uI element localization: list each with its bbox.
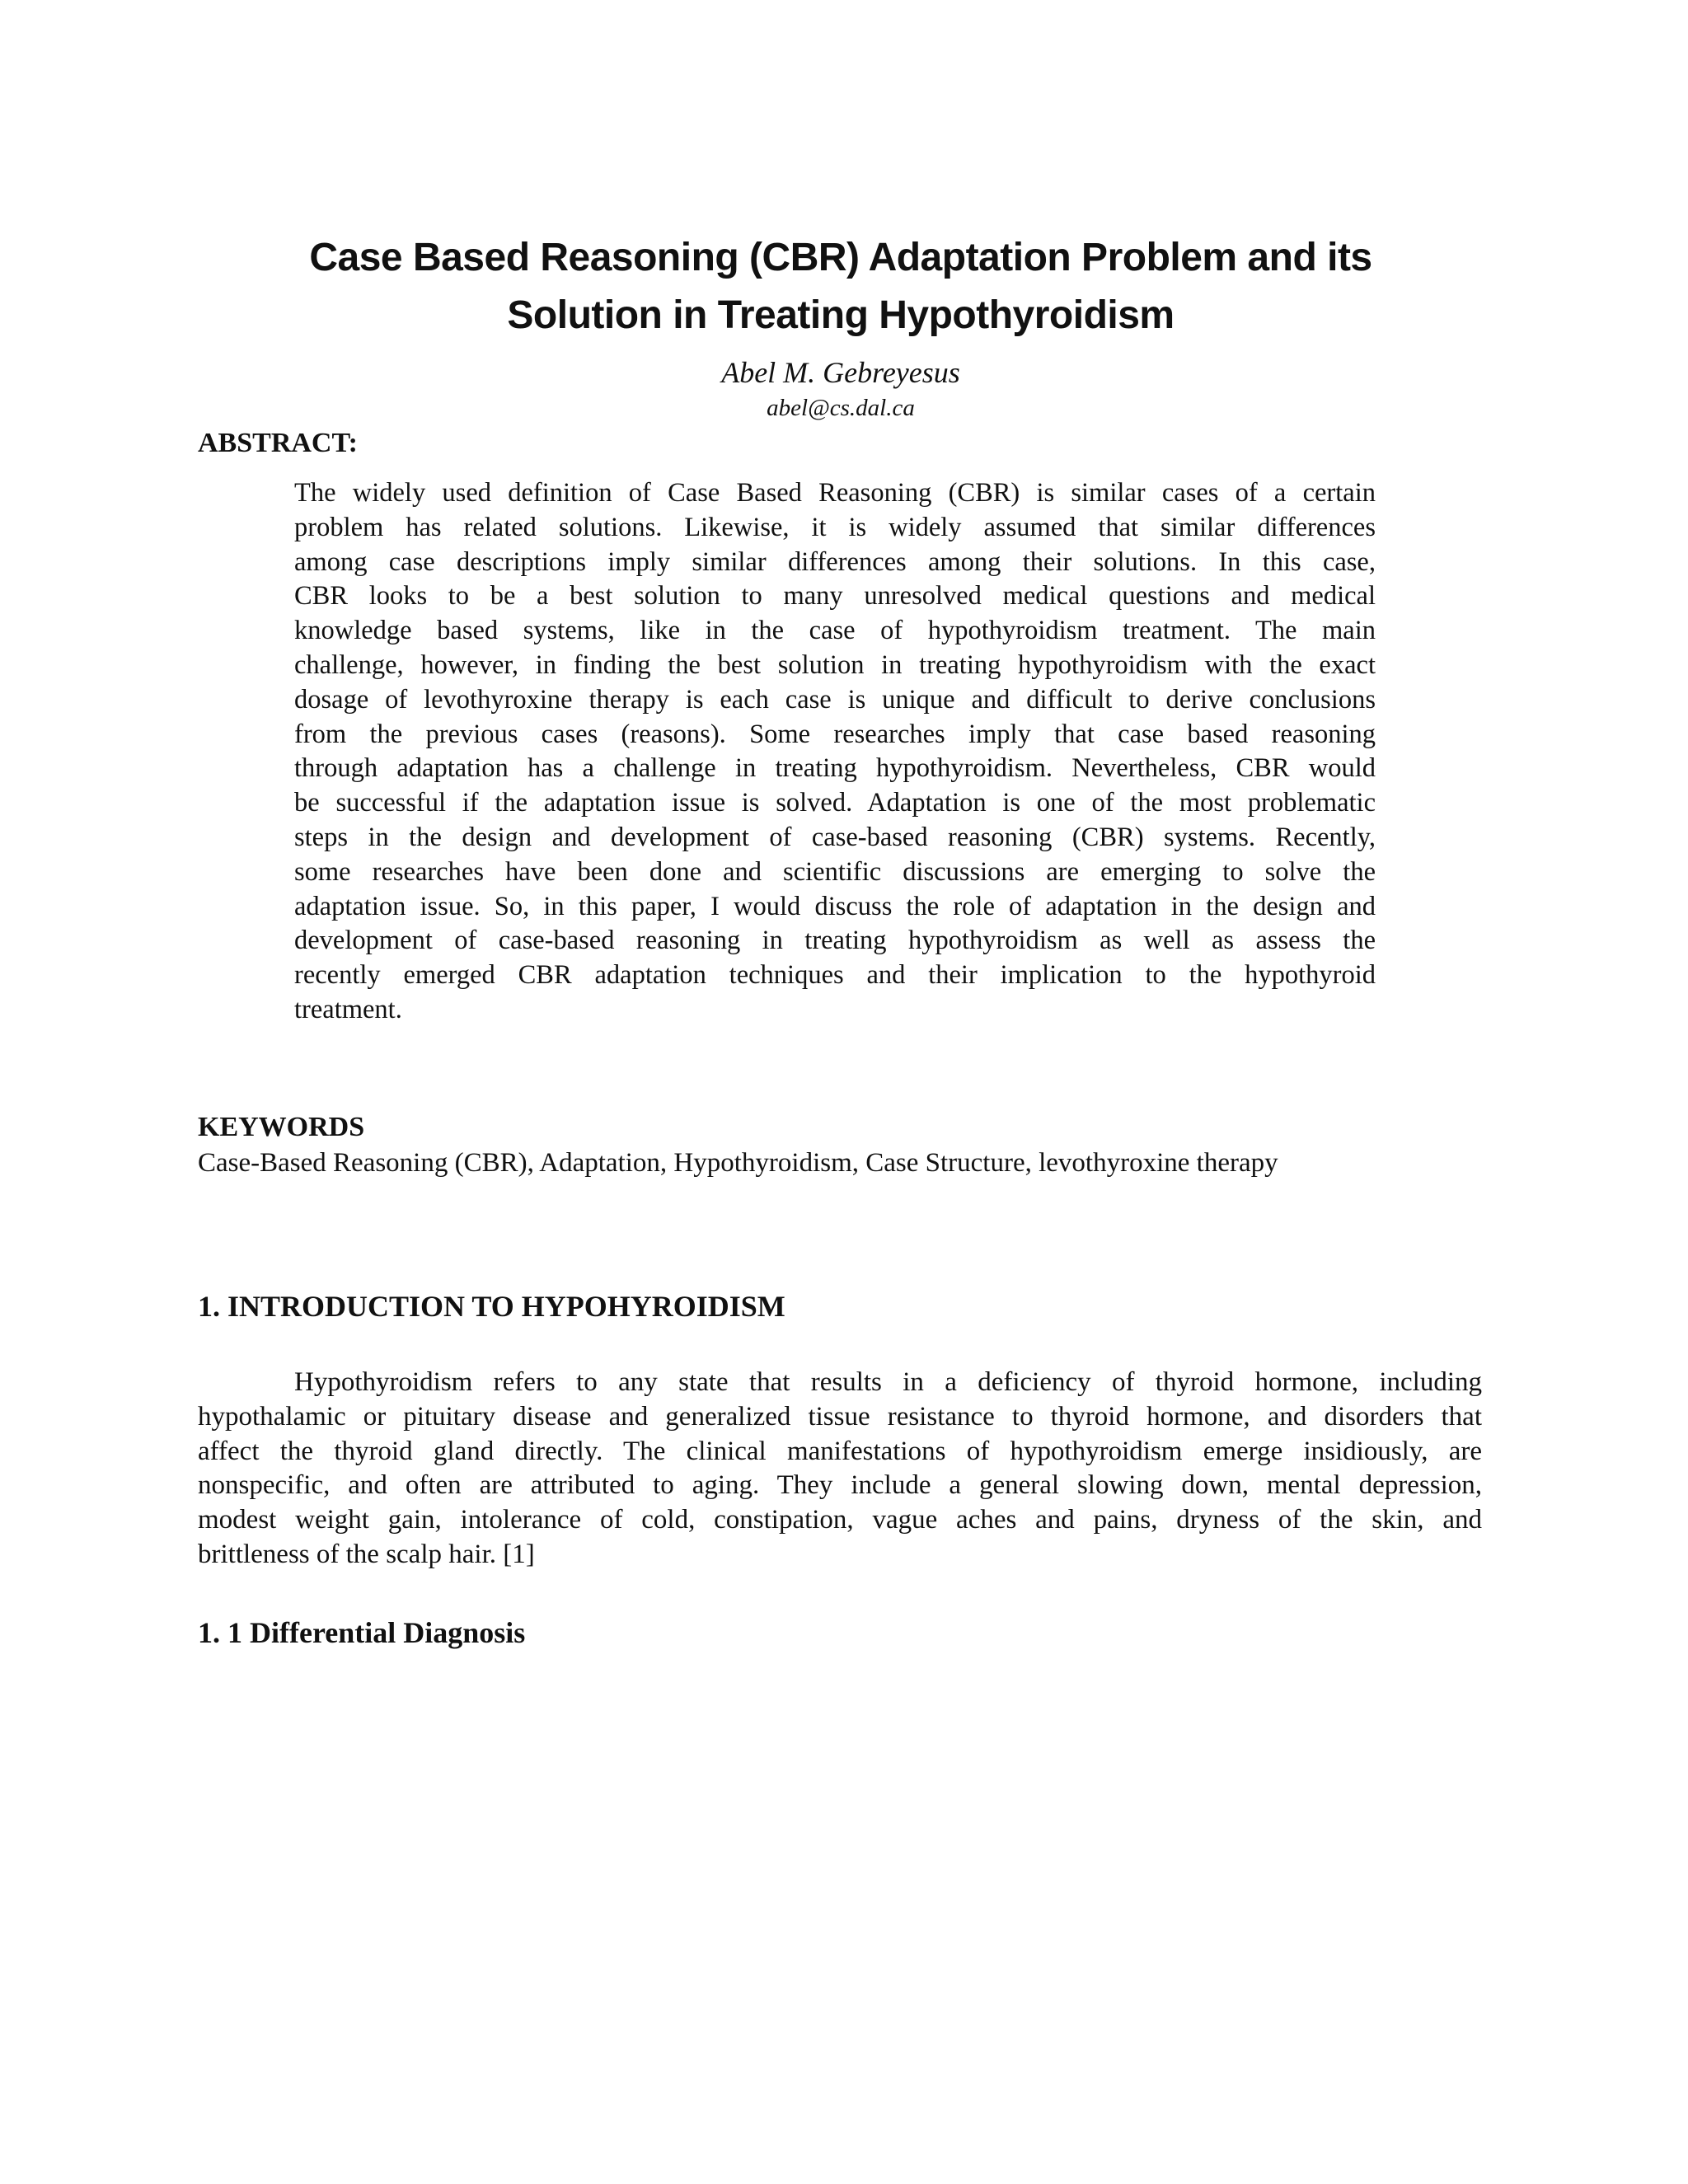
abstract-line: The widely used definition of Case Based Reasoning (CBR) is similar cases of a certain xyxy=(294,478,1376,508)
keywords-text: Case-Based Reasoning (CBR), Adaptation, Hypothyroidism, Case Structure, levothyroxine therapy xyxy=(198,1148,1278,1178)
paragraph-line: Hypothyroidism refers to any state that results in a deficiency of thyroid hormone, including xyxy=(294,1367,1482,1397)
subsection-heading-differential-diagnosis: 1. 1 Differential Diagnosis xyxy=(198,1616,526,1649)
title-line-1: Case Based Reasoning (CBR) Adaptation Problem and its xyxy=(309,236,1372,279)
abstract-line: among case descriptions imply similar differences among their solutions. In this case, xyxy=(294,546,1376,577)
paragraph-line: nonspecific, and often are attributed to aging. They include a general slowing down, mental depression, xyxy=(198,1470,1482,1501)
title-line-2: Solution in Treating Hypothyroidism xyxy=(507,293,1175,337)
abstract-line: treatment. xyxy=(294,994,402,1024)
abstract-line: problem has related solutions. Likewise, it is widely assumed that similar differences xyxy=(294,512,1376,542)
abstract-line: steps in the design and development of case-based reasoning (CBR) systems. Recently, xyxy=(294,822,1376,852)
paragraph-line: brittleness of the scalp hair. [1] xyxy=(198,1539,535,1569)
abstract-line: through adaptation has a challenge in treating hypothyroidism. Nevertheless, CBR would xyxy=(294,753,1376,784)
abstract-line: recently emerged CBR adaptation techniques and their implication to the hypothyroid xyxy=(294,960,1376,991)
abstract-line: challenge, however, in finding the best solution in treating hypothyroidism with the exact xyxy=(294,649,1376,680)
paragraph-line: affect the thyroid gland directly. The clinical manifestations of hypothyroidism emerge insidiously, are xyxy=(198,1436,1482,1466)
abstract-line: development of case-based reasoning in treating hypothyroidism as well as assess the xyxy=(294,926,1376,956)
paragraph-line: hypothalamic or pituitary disease and generalized tissue resistance to thyroid hormone, and disorders that xyxy=(198,1401,1482,1432)
abstract-body xyxy=(294,476,1376,1028)
keywords-heading: KEYWORDS xyxy=(198,1112,365,1142)
abstract-line: some researches have been done and scientific discussions are emerging to solve the xyxy=(294,856,1376,887)
abstract-line: CBR looks to be a best solution to many unresolved medical questions and medical xyxy=(294,581,1376,612)
abstract-line: knowledge based systems, like in the case of hypothyroidism treatment. The main xyxy=(294,616,1376,646)
author-name: Abel M. Gebreyesus xyxy=(721,356,960,389)
abstract-line: from the previous cases (reasons). Some researches imply that case based reasoning xyxy=(294,719,1376,749)
abstract-line: be successful if the adaptation issue is solved. Adaptation is one of the most problematic xyxy=(294,788,1376,818)
section-heading-introduction: 1. INTRODUCTION TO HYPOHYROIDISM xyxy=(198,1290,785,1323)
introduction-paragraph xyxy=(198,1366,1482,1572)
abstract-heading: ABSTRACT: xyxy=(198,428,358,458)
paper-title xyxy=(198,229,1484,344)
author-email: abel@cs.dal.ca xyxy=(767,395,915,421)
abstract-line: adaptation issue. So, in this paper, I would discuss the role of adaptation in the design and xyxy=(294,891,1376,921)
paragraph-line: modest weight gain, intolerance of cold, constipation, vague aches and pains, dryness of the skin, and xyxy=(198,1505,1482,1535)
abstract-line: dosage of levothyroxine therapy is each case is unique and difficult to derive conclusions xyxy=(294,684,1376,715)
